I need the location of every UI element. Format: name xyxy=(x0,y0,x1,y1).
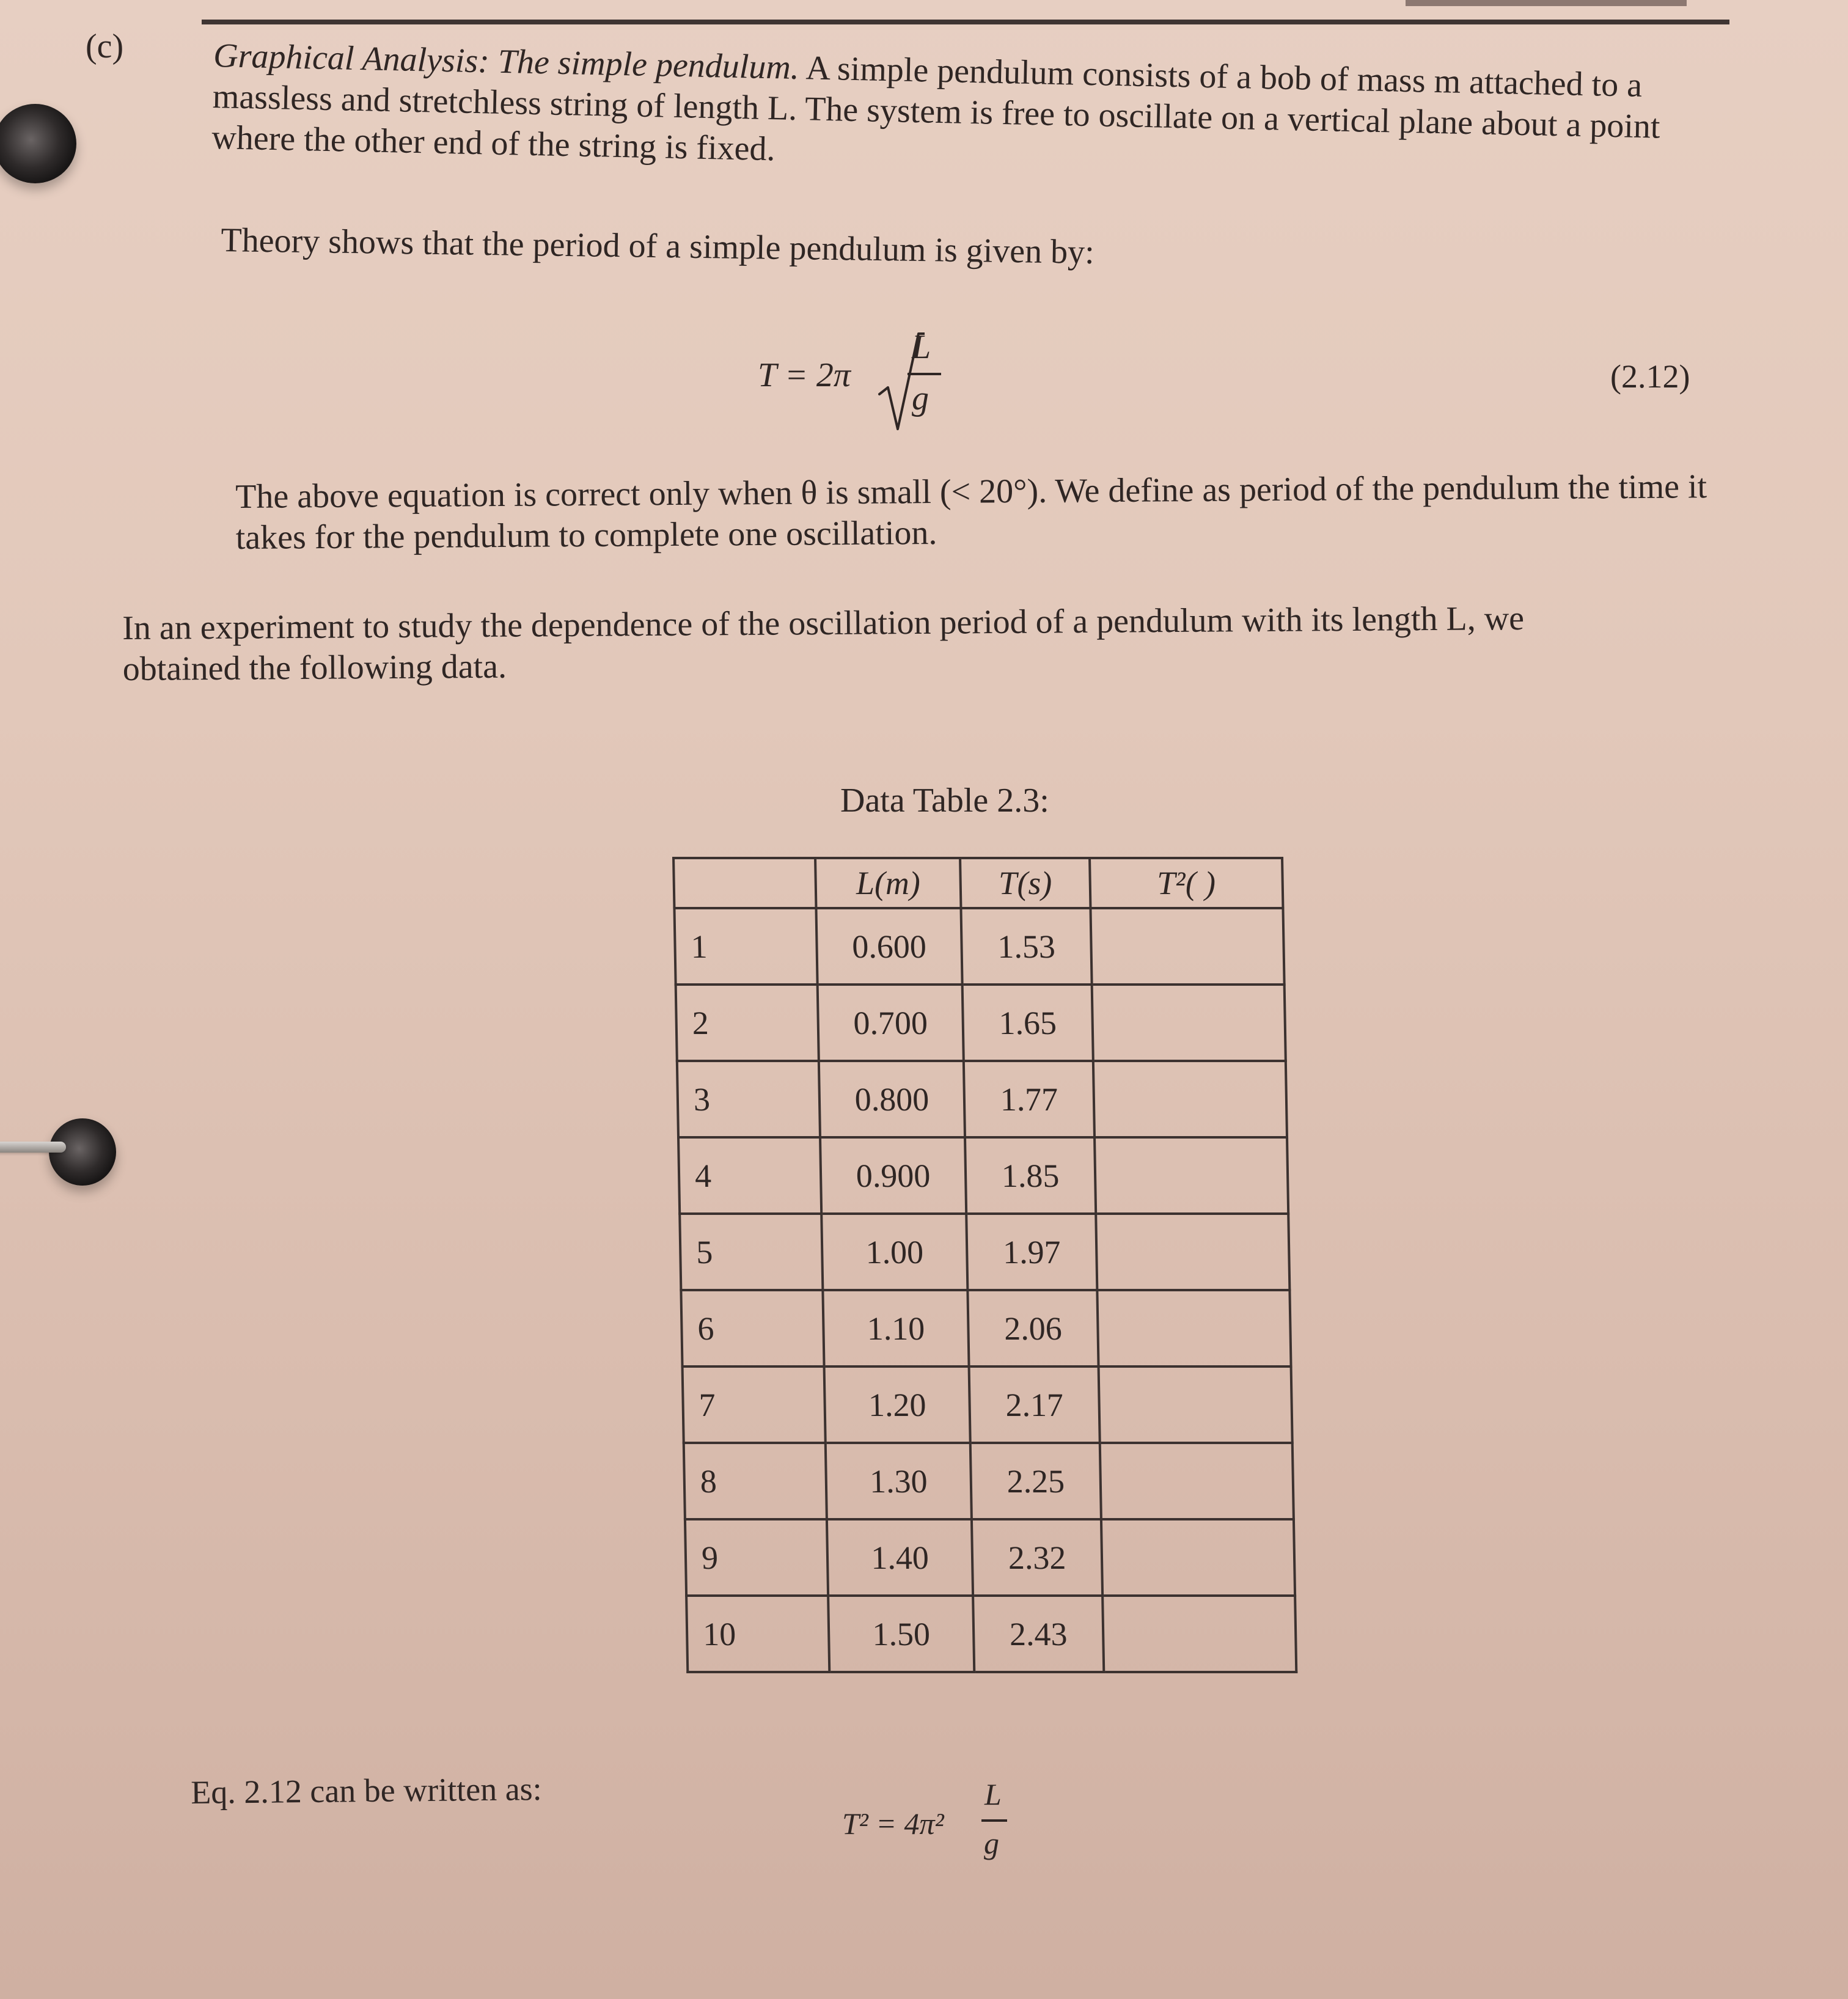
row-period-squared xyxy=(1094,1137,1288,1214)
row-period-squared xyxy=(1092,985,1286,1061)
row-period: 2.43 xyxy=(973,1596,1104,1672)
row-length: 1.20 xyxy=(824,1366,970,1443)
row-index: 5 xyxy=(680,1214,823,1290)
table-row xyxy=(685,1519,1295,1596)
row-period: 2.25 xyxy=(970,1443,1101,1519)
section-label: (c) xyxy=(86,28,124,65)
binder-ring-top xyxy=(0,104,76,183)
top-rule-overflow xyxy=(1406,0,1687,6)
period-formula-left: T = 2π xyxy=(758,356,851,394)
row-index: 10 xyxy=(686,1596,829,1672)
row-index: 4 xyxy=(678,1137,821,1214)
row-length: 0.900 xyxy=(820,1137,966,1214)
rewritten-formula xyxy=(842,1775,1025,1867)
row-index: 3 xyxy=(677,1061,820,1137)
binder-hook xyxy=(0,1142,66,1153)
rewritten-formula-denominator: g xyxy=(984,1826,999,1860)
header-index xyxy=(673,858,816,908)
row-period: 2.06 xyxy=(967,1290,1098,1366)
row-index: 1 xyxy=(674,908,817,985)
row-period: 2.17 xyxy=(969,1366,1100,1443)
intro-paragraph xyxy=(211,35,1723,190)
row-period-squared xyxy=(1102,1596,1296,1672)
data-table-header xyxy=(673,858,1283,908)
row-length: 1.40 xyxy=(827,1519,973,1596)
row-period: 2.32 xyxy=(972,1519,1102,1596)
row-period: 1.65 xyxy=(963,985,1093,1061)
rewritten-formula-fraction-bar xyxy=(981,1819,1007,1822)
row-period-squared xyxy=(1099,1366,1292,1443)
header-period: T(s) xyxy=(960,858,1090,908)
table-row xyxy=(681,1290,1291,1366)
period-formula-fraction-bar xyxy=(908,373,941,375)
row-period-squared xyxy=(1093,1061,1287,1137)
header-period-squared: T²( ) xyxy=(1090,858,1283,908)
row-length: 0.800 xyxy=(819,1061,965,1137)
data-table xyxy=(672,857,1297,1673)
row-index: 6 xyxy=(681,1290,824,1366)
row-index: 7 xyxy=(683,1366,826,1443)
row-period-squared xyxy=(1101,1519,1295,1596)
row-length: 0.600 xyxy=(816,908,962,985)
row-period: 1.77 xyxy=(964,1061,1094,1137)
table-row xyxy=(686,1596,1296,1672)
theory-paragraph: Theory shows that the period of a simple pendulum is given by: xyxy=(221,221,1095,271)
table-row xyxy=(680,1214,1289,1290)
row-period: 1.97 xyxy=(966,1214,1097,1290)
condition-paragraph: The above equation is correct only when θ is small (< 20°). We define as period of the pendulum the time it takes for the pendulum to complete one oscillation. xyxy=(235,468,1707,557)
period-formula xyxy=(758,324,978,440)
data-table-body xyxy=(674,908,1296,1672)
table-row xyxy=(674,908,1284,985)
row-period-squared xyxy=(1097,1290,1291,1366)
period-formula-numerator: L xyxy=(912,328,931,366)
intro-body: A simple pendulum consists of a bob of mass m attached to a massless and stretchless string of length L. The system is free to oscillate on a vertical plane about a point where the other end of the string is fixed. xyxy=(211,49,1661,169)
row-index: 8 xyxy=(684,1443,827,1519)
rewritten-formula-left: T² = 4π² xyxy=(842,1806,944,1841)
header-length: L(m) xyxy=(815,858,961,908)
row-period-squared xyxy=(1100,1443,1294,1519)
table-row xyxy=(677,1061,1287,1137)
intro-title: Graphical Analysis: The simple pendulum. xyxy=(213,36,800,87)
row-period-squared xyxy=(1090,908,1284,985)
experiment-paragraph: In an experiment to study the dependence of the oscillation period of a pendulum with its length L, we obtained the following data. xyxy=(122,599,1525,689)
equation-number: (2.12) xyxy=(1610,358,1690,395)
header-row xyxy=(673,858,1283,908)
row-length: 1.10 xyxy=(823,1290,969,1366)
equation-note: Eq. 2.12 can be written as: xyxy=(191,1770,542,1811)
row-length: 1.50 xyxy=(828,1596,974,1672)
data-table-container xyxy=(672,857,1253,1670)
table-row xyxy=(684,1443,1294,1519)
table-title: Data Table 2.3: xyxy=(840,782,1049,820)
row-index: 9 xyxy=(685,1519,828,1596)
row-length: 0.700 xyxy=(818,985,964,1061)
row-index: 2 xyxy=(676,985,819,1061)
table-row xyxy=(683,1366,1292,1443)
row-period: 1.53 xyxy=(961,908,1091,985)
period-formula-denominator: g xyxy=(912,380,929,417)
row-period-squared xyxy=(1096,1214,1289,1290)
row-length: 1.00 xyxy=(821,1214,967,1290)
table-row xyxy=(676,985,1286,1061)
table-row xyxy=(678,1137,1288,1214)
rewritten-formula-numerator: L xyxy=(985,1777,1002,1811)
row-period: 1.85 xyxy=(965,1137,1096,1214)
row-length: 1.30 xyxy=(826,1443,972,1519)
